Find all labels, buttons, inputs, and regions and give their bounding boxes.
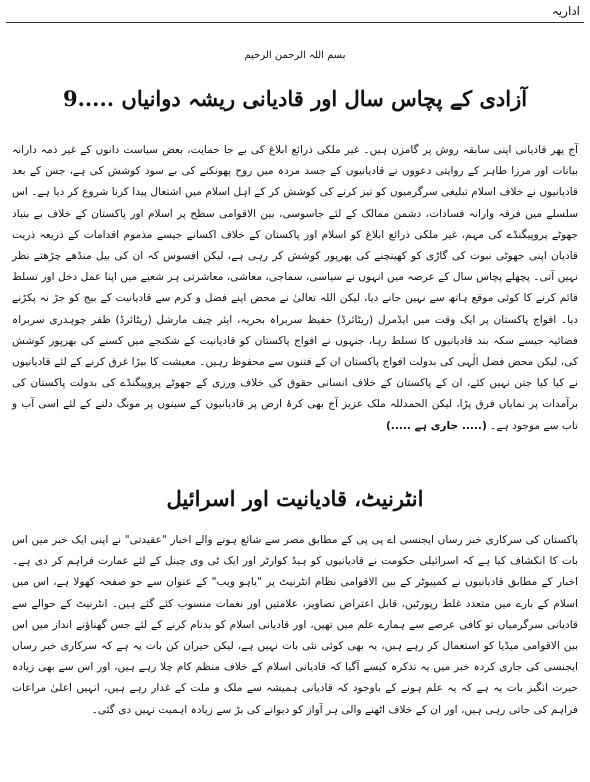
continued-note: (..... جاری ہے .....) [385, 419, 487, 432]
article-1-body [12, 140, 578, 437]
article-1-text: آج پھر قادیانی اپنی سابقہ روش پر گامزن ہیں۔ غیر ملکی ذرائع ابلاغ کی بے جا حمایت، بعض سیاست دانوں کے غیر ذمہ دارانہ بیانات اور مرزا طاہر کے روایتی دعووں نے قادیانیوں کے جسد مردہ میں روح پھونکنے کی بے سود کوشش کی ہے، جس کے بعد قادیانیوں نے خلاف اسلام تبلیغی سرگرمیوں کو تیز کرنے کی کوشش کر کے اہل اسلام میں اشتعال پیدا کرنا شروع کر دیا ہے۔ اس سلسلے میں فرقہ وارانہ فسادات، دشمن ممالک کے لئے جاسوسی، بین الاقوامی سطح پر اسلام اور پاکستان کے خلاف بے بنیاد جھوٹے پروپیگنڈے کی مہم، غیر ملکی ذرائع ابلاغ کو اسلام اور پاکستان کے خلاف اکسانے جیسے مذموم اقدامات کے ذریعہ ذریت قادیان اپنی جھوٹی نبوت کی گاڑی کو کھینچنے کی بھرپور کوشش کر رہی ہے، لیکن افسوس کہ ان کی بیل منڈھے چڑھتے نظر نہیں آتی۔ پچھلے پچاس سال کے عرصہ میں انہوں نے سیاسی، سماجی، معاشی، معاشرتی ہر شعبے میں اپنا عمل دخل اور تسلط قائم کرنے کا کوئی موقع ہاتھ سے نہیں جانے دیا، لیکن اللہ تعالیٰ نے محض اپنے فضل و کرم سے قادیانیت کے بیج کو جڑ نہ پکڑنے دیا۔ افواج پاکستان پر ایک وقت میں ایڈمرل (ریٹائرڈ) حفیظ سربراہ بحریہ، ایئر چیف مارشل (ریٹائرڈ) ظفر چوہدری سربراہ فضائیہ جیسے سکہ بند قادیانیوں کا تسلط رہا، جنہوں نے افواج پاکستان کو قادیانیت کے شکنجے میں کسنے کی بھرپور کوشش کی، لیکن محض فضل الٰہی کی بدولت افواج پاکستان ان کے فتنوں سے محفوظ رہیں۔ معیشت کا بیڑا غرق کرنے کے لئے قادیانیوں نے کیا کیا جتن نہیں کئے، ان کے پاکستان کے خلاف انسانی حقوق کی خلاف ورزی کے جھوٹے پروپیگنڈے کی بدولت پاکستان کی برآمدات پر نمایاں فرق پڑا، لیکن الحمدللہ ملک عزیز آج بھی کرۂ ارض پر قادیانیوں کے سینوں پر مونگ دلنے کے لئے اسی آب و تاب سے موجود ہے۔ [12, 144, 578, 432]
article-2-title: انٹرنیٹ، قادیانیت اور اسرائیل [166, 486, 424, 511]
bismillah: بسم اللہ الرحمن الرحیم [244, 50, 346, 61]
section-label: اداریہ [551, 4, 580, 18]
article-1-title: آزادی کے پچاس سال اور قادیانی ریشہ دوانیاں .....9 [62, 86, 528, 111]
article-2-body: پاکستان کی سرکاری خبر رساں ایجنسی اے پی پی کے مطابق مصر سے شائع ہونے والے اخبار "عقیدتی" نے اپنی ایک خبر میں اس بات کا انکشاف کیا ہے کہ اسرائیلی حکومت نے قادیانیوں کو ہیڈ کوارٹر اور ایک ٹی وی چینل کے لئے عمارت فراہم کر دی ہے۔ اخبار کے مطابق قادیانیوں نے کمپیوٹر کے بین الاقوامی نظام انٹرنیٹ پر "یاہو ویب" کے عنوان سے جو صفحہ کھولا ہے، اس میں اسلام کے بارے میں متعدد غلط رپورٹیں، قابل اعتراض تصاویر، علامتیں اور نغمات منسوب کئے گئے ہیں۔ انٹرنیٹ کے حوالے سے قادیانی سرگرمیاں تو کافی عرصے سے ہمارے علم میں تھیں، اور قادیانی اسلام کو بدنام کرنے کے لئے جس گھناؤنے انداز میں اس بین الاقوامی میڈیا کو استعمال کر رہے ہیں، یہ بھی کوئی نئی بات نہیں ہے، لیکن حیران کن بات یہ ہے کہ سرکاری خبر رساں ایجنسی کی جاری کردہ خبر میں یہ تذکرہ کیسے آگیا کہ قادیانی اسلام کے خلاف منظم کام چلا رہے ہیں، اور اس سے بھی زیادہ حیرت انگیز بات یہ ہے کہ یہ علم ہونے کے باوجود کہ قادیانی ہمیشہ سے ملک و ملت کے غدار رہے ہیں، انہیں اعلیٰ مراعات فراہم کی جاتی رہی ہیں، اور ان کے خلاف اٹھنے والی ہر آواز کو دیوانے کی بڑ سے زیادہ اہمیت نہیں دی گئی۔ [12, 534, 578, 716]
header-divider [6, 22, 584, 23]
